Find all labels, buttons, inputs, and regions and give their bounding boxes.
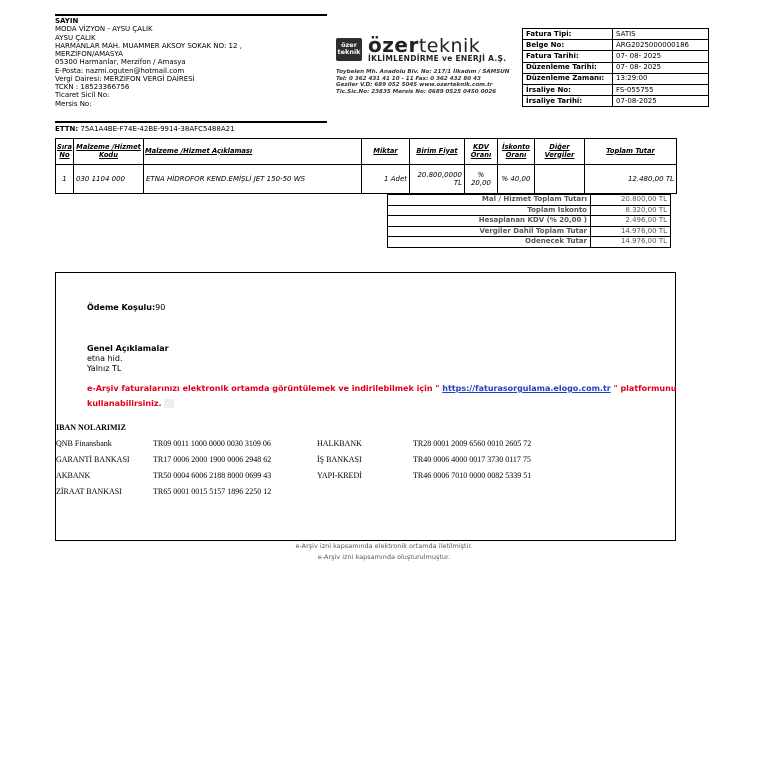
items-table [55, 138, 677, 194]
bank-name: QNB Finansbank [56, 439, 112, 448]
ettn-value: 75A1A4BE-F74E-42BE-9914-38AFC5488A21 [80, 125, 235, 133]
bank-name: HALKBANK [317, 439, 362, 448]
col-header: İskonto Oranı [498, 139, 535, 165]
iban-number: TR17 0006 2000 1900 0006 2948 62 [153, 455, 272, 464]
col-header: Miktar [362, 139, 410, 165]
general-note-line: Yalnız TL [87, 364, 122, 373]
total-row: Mal / Hizmet Toplam Tutarı 20.800,00 TL [388, 195, 671, 206]
col-header: Birim Fiyat [410, 139, 465, 165]
buyer-trade-registry: Ticaret Sicil No: [55, 91, 110, 100]
bank-name: YAPI-KREDİ [317, 471, 362, 480]
info-row: Düzenleme Zamanı: 13:29:00 [523, 73, 709, 84]
info-row: Belge No: ARG2025000000186 [523, 40, 709, 51]
iban-number: TR50 0004 6006 2188 8000 0699 43 [153, 471, 272, 480]
buyer-line: AYSU ÇALIK [55, 33, 96, 42]
invoice-info-table [522, 28, 709, 107]
ettn: ETTN: 75A1A4BE-F74E-42BE-9914-38AFC5488A21 [55, 125, 235, 133]
bank-name: ZİRAAT BANKASI [56, 487, 122, 496]
total-row: Toplam İskonto 8.320,00 TL [388, 205, 671, 216]
company-address: Toybelen Mh. Anadolu Blv. No: 217/1 İlkadım / SAMSUN Tel: 0 362 431 41 10 - 11 Fax: 0 362 432 80 43 Geziler V.D: 689 052 5045 www.ozerteknik.com.tr Tic.Sic.No: 23835 Mersis No: 0689 0525 0450 0026 [336, 69, 510, 95]
company-logo [336, 33, 522, 106]
buyer-line: HARMANLAR MAH. MUAMMER AKSOY SOKAK NO: 12 , [55, 41, 242, 50]
logo-wordmark: özerteknik [368, 33, 481, 57]
notes-box [55, 272, 676, 541]
earsiv-notice-cont: kullanabilirsiniz. [87, 399, 162, 408]
buyer-line: 05300 Harmanlar, Merzifon / Amasya [55, 58, 186, 67]
buyer-line: MODA VİZYON - AYSU ÇALIK [55, 25, 153, 34]
logo-subtitle: İKLİMLENDİRME ve ENERJİ A.Ş. [368, 54, 507, 63]
totals-table [387, 194, 671, 248]
bank-name: İŞ BANKASI [317, 455, 362, 464]
col-header: Malzeme /Hizmet Açıklaması [144, 139, 362, 165]
items-header-row [56, 139, 677, 165]
buyer-block [55, 14, 327, 108]
info-row: Fatura Tipi: SATIS [523, 29, 709, 40]
iban-number: TR46 0006 7010 0000 0082 5339 51 [413, 471, 532, 480]
iban-number: TR40 0006 4000 0017 3730 0117 75 [413, 455, 531, 464]
info-row: İrsaliye No: FS-055755 [523, 84, 709, 95]
payment-terms: Ödeme Koşulu:90 [87, 303, 166, 312]
footer-line: e-Arşiv izni kapsamında elektronik ortamda iletilmiştir. [295, 542, 473, 550]
info-row: Düzenleme Tarihi: 07- 08- 2025 [523, 62, 709, 73]
footer-line: e-Arşiv izni kapsamında oluşturulmuştur. [317, 553, 451, 561]
col-header: Sıra No [56, 139, 74, 165]
buyer-email: E-Posta: nazmi.oguten@hotmail.com [55, 66, 185, 75]
col-header: Toplam Tutar [585, 139, 677, 165]
logo-badge: özer teknik [336, 38, 362, 61]
buyer-heading: SAYIN [55, 17, 79, 25]
iban-number: TR28 0001 2009 6560 0010 2605 72 [413, 439, 532, 448]
table-row: 1 030 1104 000 ETNA HİDROFOR KEND.EMİŞLİ JET 150-50 WS 1 Adet 20.800,0000 TL % 20,00 % 40,00 12.480,00 TL [56, 165, 677, 194]
bank-name: GARANTİ BANKASI [56, 455, 130, 464]
col-header: Malzeme /Hizmet Kodu [74, 139, 144, 165]
earsiv-notice: e-Arşiv faturalarınızı elektronik ortamda görüntülemek ve indirilebilmek için " https://faturasorgulama.elogo.com.tr " platformunu [87, 384, 677, 393]
buyer-mersis: Mersis No: [55, 99, 92, 108]
bank-name: AKBANK [56, 471, 91, 480]
col-header: KDV Oranı [465, 139, 498, 165]
iban-title: IBAN NOLARIMIZ [56, 423, 127, 432]
footer [0, 541, 768, 563]
iban-number: TR65 0001 0015 5157 1896 2250 12 [153, 487, 272, 496]
general-note-line: etna hid. [87, 354, 123, 363]
info-row: Fatura Tarihi: 07- 08- 2025 [523, 51, 709, 62]
general-notes-title: Genel Açıklamalar [87, 344, 169, 353]
iban-number: TR09 0011 1000 0000 0030 3109 06 [153, 439, 271, 448]
earsiv-link[interactable]: https://faturasorgulama.elogo.com.tr [442, 384, 611, 393]
col-header: Diğer Vergiler [535, 139, 585, 165]
total-row: Vergiler Dahil Toplam Tutar 14.976,00 TL [388, 226, 671, 237]
total-row: Hesaplanan KDV (% 20,00 ) 2.496,00 TL [388, 216, 671, 227]
small-grey-mark [164, 399, 174, 408]
buyer-tax-office: Vergi Dairesi: MERZİFON VERGİ DAİRESİ [55, 74, 195, 83]
info-row: İrsaliye Tarihi: 07-08-2025 [523, 96, 709, 107]
buyer-line: MERZİFON/AMASYA [55, 50, 123, 58]
total-row: Ödenecek Tutar 14.976,00 TL [388, 237, 671, 248]
buyer-tckn: TCKN : 18523366756 [55, 83, 130, 91]
